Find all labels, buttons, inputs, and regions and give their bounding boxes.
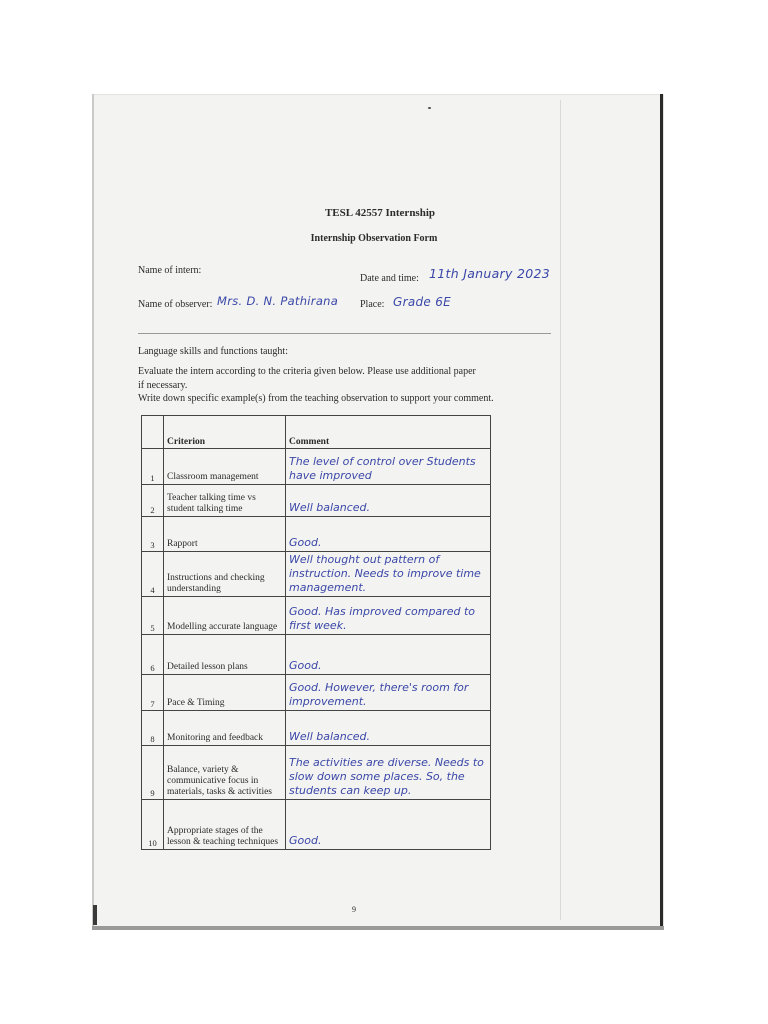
page-bottom-edge	[92, 926, 664, 930]
page-left-edge	[92, 94, 94, 930]
date-value: 11th January 2023	[429, 266, 550, 281]
criterion-cell: Rapport	[164, 517, 286, 552]
comment-cell: Good. However, there's room for improvement.	[286, 675, 491, 711]
scan-speck	[428, 107, 431, 109]
num-header-cell	[142, 416, 164, 449]
place-value: Grade 6E	[393, 295, 452, 309]
form-title: Internship Observation Form	[310, 233, 438, 244]
table-row	[142, 675, 491, 711]
comment-cell: Good.	[286, 635, 491, 675]
row-number: 9	[142, 746, 164, 800]
comment-cell: Good. Has improved compared to first week.	[286, 597, 491, 635]
instruction-line-1: Evaluate the intern according to the criteria given below. Please use additional paper	[138, 366, 476, 377]
page-right-edge	[660, 94, 663, 930]
criterion-cell: Detailed lesson plans	[164, 635, 286, 675]
page-number: 9	[352, 905, 356, 914]
table-row	[142, 800, 491, 850]
row-number: 5	[142, 597, 164, 635]
course-title: TESL 42557 Internship	[324, 207, 436, 219]
comment-cell: Good.	[286, 517, 491, 552]
comment-cell: Good.	[286, 800, 491, 850]
table-row	[142, 746, 491, 800]
row-number: 4	[142, 552, 164, 597]
section-divider	[138, 333, 551, 334]
comment-cell: Well balanced.	[286, 485, 491, 517]
row-number: 3	[142, 517, 164, 552]
criterion-cell: Monitoring and feedback	[164, 711, 286, 746]
instruction-line-2: if necessary.	[138, 380, 188, 391]
criterion-header: Criterion	[164, 416, 286, 449]
date-label: Date and time:	[360, 273, 419, 284]
comment-header: Comment	[286, 416, 491, 449]
evaluation-table	[141, 415, 491, 850]
comment-cell: Well balanced.	[286, 711, 491, 746]
criterion-cell: Classroom management	[164, 449, 286, 485]
table-row	[142, 552, 491, 597]
criterion-cell: Modelling accurate language	[164, 597, 286, 635]
fold-line	[560, 100, 561, 920]
intern-name-label: Name of intern:	[138, 265, 202, 276]
table-row	[142, 449, 491, 485]
instruction-line-3: Write down specific example(s) from the teaching observation to support your comment.	[138, 393, 494, 404]
observer-value: Mrs. D. N. Pathirana	[217, 294, 339, 308]
table-row	[142, 485, 491, 517]
comment-cell: Well thought out pattern of instruction. Needs to improve time management.	[286, 552, 491, 597]
comment-cell: The activities are diverse. Needs to slow down some places. So, the students can keep up.	[286, 746, 491, 800]
row-number: 6	[142, 635, 164, 675]
scan-corner-mark	[93, 905, 97, 925]
place-label: Place:	[360, 299, 385, 310]
criterion-cell: Pace & Timing	[164, 675, 286, 711]
table-header-row	[142, 416, 491, 449]
criterion-cell: Appropriate stages of the lesson & teaching techniques	[164, 800, 286, 850]
criterion-cell: Instructions and checking understanding	[164, 552, 286, 597]
row-number: 10	[142, 800, 164, 850]
skills-label: Language skills and functions taught:	[138, 346, 288, 357]
table-row	[142, 635, 491, 675]
table-row	[142, 597, 491, 635]
table-row	[142, 517, 491, 552]
criterion-cell: Teacher talking time vs student talking time	[164, 485, 286, 517]
row-number: 8	[142, 711, 164, 746]
row-number: 2	[142, 485, 164, 517]
criterion-cell: Balance, variety & communicative focus in materials, tasks & activities	[164, 746, 286, 800]
row-number: 1	[142, 449, 164, 485]
comment-cell: The level of control over Students have improved	[286, 449, 491, 485]
observer-label: Name of observer:	[138, 299, 213, 310]
row-number: 7	[142, 675, 164, 711]
table-row	[142, 711, 491, 746]
